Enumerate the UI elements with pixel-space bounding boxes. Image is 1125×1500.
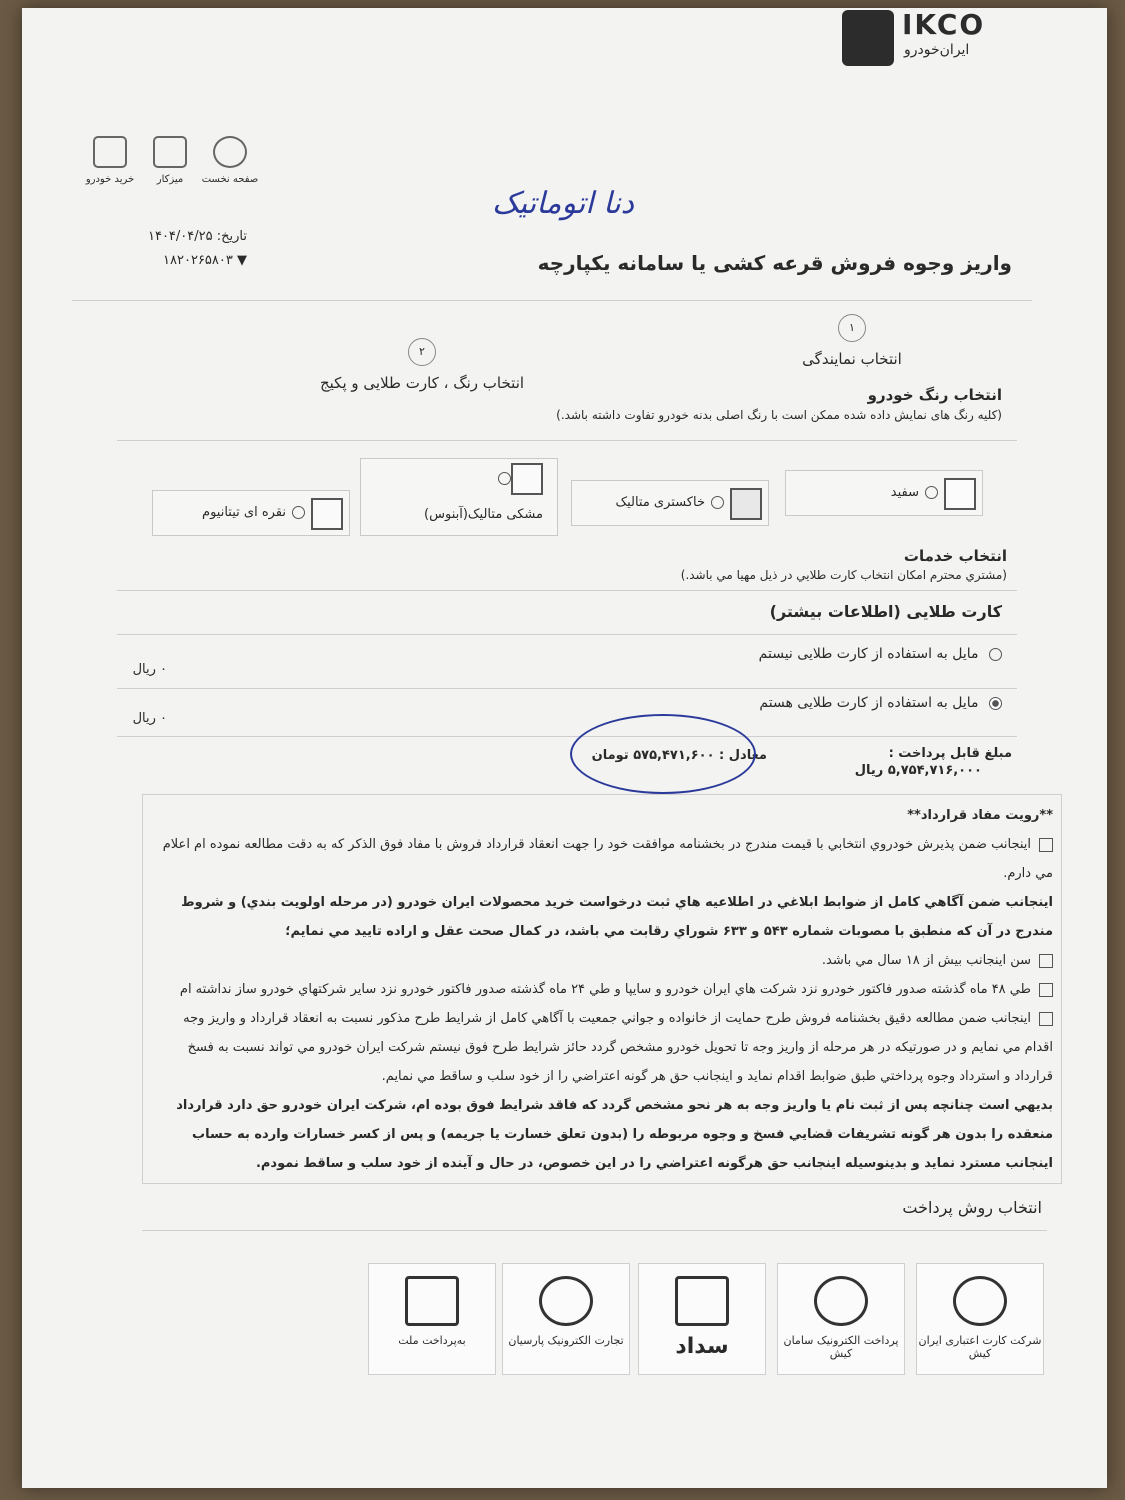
golden-yes-radio[interactable] <box>989 697 1002 710</box>
white-radio[interactable] <box>925 486 938 499</box>
gray-label: خاکستری متالیک <box>615 495 705 510</box>
services-title: انتخاب خدمات <box>903 547 1007 565</box>
contract-check-1[interactable] <box>1039 838 1053 852</box>
page-title: واریز وجوه فروش قرعه کشی یا سامانه یکپارچه <box>537 251 1012 275</box>
payment-divider <box>117 736 1017 737</box>
payment-methods-title: انتخاب روش پرداخت <box>902 1198 1042 1217</box>
step-1-label: انتخاب نمایندگی <box>802 350 902 368</box>
contract-item-2: اینجانب ضمن آگاهي كامل از ضوابط ابلاغي در اطلاعيه هاي ثبت درخواست خريد محصولات ايران خودرو (در مرحله اولويت بندي) و شروط مندرج در آن كه منطبق با مصوبات شماره ۵۴۳ و ۶۳۳ شوراي رقابت مي باشد، در كمال صحت عقل و اراده تاييد مي نمايم؛ <box>181 895 1053 939</box>
gray-swatch <box>730 488 762 520</box>
date-label: تاریخ: ۱۴۰۴/۰۴/۲۵ <box>147 229 247 244</box>
pay-option-mellat[interactable] <box>368 1263 496 1375</box>
contract-item-1: اینجانب ضمن پذیرش خودروي انتخابي با قيمت مندرج در بخشنامه موافقت خود را جهت انعقاد قرارداد فروش با مفاد فوق الذكر كه به دقت مطالعه نموده ام اعلام مي دارم. <box>162 837 1053 881</box>
services-divider <box>117 590 1017 591</box>
step-1[interactable] <box>772 314 932 368</box>
black-swatch <box>511 463 543 495</box>
services-section <box>502 546 1007 565</box>
step-2[interactable] <box>292 338 552 392</box>
horse-logo-icon <box>842 10 894 66</box>
color-option-gray-metallic[interactable] <box>571 480 769 526</box>
order-meta <box>77 225 247 273</box>
logo-text: IKCO <box>902 8 986 41</box>
step-2-number: ۲ <box>408 338 436 366</box>
saman-kish-label: پرداخت الکترونیک سامان کیش <box>783 1334 899 1360</box>
payment-amount-label: مبلغ قابل پرداخت : <box>888 746 1012 761</box>
silver-swatch <box>311 498 343 530</box>
golden-yes-price: ۰ ریال <box>132 711 167 726</box>
nav-buy-car-label: خرید خودرو <box>85 174 135 185</box>
pen-circle-mark <box>570 714 756 794</box>
mellat-label: به‌پرداخت ملت <box>398 1334 466 1347</box>
color-divider <box>117 440 1017 441</box>
nav-buy-car[interactable] <box>80 136 140 185</box>
cart-icon <box>93 136 127 168</box>
color-section-header <box>352 385 1002 404</box>
iran-kish-label: شرکت کارت اعتباری ایران کیش <box>918 1334 1042 1360</box>
pay-option-saman-kish[interactable] <box>777 1263 905 1375</box>
contract-item-5: اینجانب ضمن مطالعه دقیق بخشنامه فروش طرح حمايت از خانواده و جواني جمعيت با آگاهي كامل از شرايط طرح مذكور نسبت به انعقاد قرارداد و واريز وجه اقدام مي نمايم و در صورتيكه در هر مرحله از واريز وجه تا تحويل خودرو مشخص گردد حائز شرايط طرح فوق نيستم شركت ايران خودرو مي تواند نسبت به فسخ قرارداد و استرداد وجوه پرداختي طبق ضوابط اقدام نمايد و اينجانب حق هر گونه اعتراضي را از خود سلب و ساقط مي نمايم. <box>183 1011 1053 1084</box>
printed-page <box>22 8 1107 1488</box>
contract-terms <box>142 794 1062 1184</box>
golden-no-price: ۰ ریال <box>132 662 167 677</box>
step-1-number: ۱ <box>838 314 866 342</box>
color-section-title: انتخاب رنگ خودرو <box>867 386 1002 404</box>
payment-amount-toman: معادل : ۵۷۵,۴۷۱,۶۰۰ تومان <box>591 748 767 763</box>
pay-option-iran-kish[interactable] <box>916 1263 1044 1375</box>
contract-item-3: سن اینجانب بیش از ۱۸ سال مي باشد. <box>151 946 1053 975</box>
nav-home-label: صفحه نخست <box>201 174 259 185</box>
payment-methods-divider <box>142 1230 1047 1231</box>
golden-no-label: مایل به استفاده از کارت طلایی نیستم <box>758 646 979 662</box>
parsian-logo-icon <box>539 1276 593 1326</box>
services-note: (مشتري محترم امكان انتخاب كارت طلايي در ذيل مهيا مي باشد.) <box>680 568 1007 582</box>
color-option-white[interactable] <box>785 470 983 516</box>
title-divider <box>72 300 1032 301</box>
sadad-label: سداد <box>675 1334 729 1359</box>
logo-subtitle: ایران‌خودرو <box>904 42 970 58</box>
contract-item-4: طي ۴۸ ماه گذشته صدور فاكتور خودرو نزد شركت هاي ايران خودرو و سايپا و طي ۲۴ ماه گذشته صدور فاكتور خودرو نزد ساير شركتهاي خودرو ساز نداشته ام <box>151 975 1053 1004</box>
payment-amount-rial: ۵,۷۵۴,۷۱۶,۰۰۰ ریال <box>854 763 982 778</box>
color-option-black-metallic[interactable] <box>360 458 558 536</box>
silver-radio[interactable] <box>292 506 305 519</box>
black-radio-marker <box>498 472 511 485</box>
desk-icon <box>153 136 187 168</box>
golden-row-divider <box>117 688 1017 689</box>
contract-item-6: بديهي است چنانچه پس از ثبت نام يا واريز وجه به هر نحو مشخص گردد كه فاقد شرايط فوق بوده ام، شركت ايران خودرو حق دارد قرارداد منعقده را بدون هر گونه تشريفات قضايي فسخ و وجوه مربوطه را (بدون تعلق خسارت يا جريمه) و پس از كسر خسارات وارده به حساب اينجانب مسترد نمايد و بدينوسيله اينجانب حق هرگونه اعتراضي را در اين خصوص، در حال و آينده از خود سلب و ساقط نمودم. <box>176 1098 1053 1171</box>
pay-option-parsian[interactable] <box>502 1263 630 1375</box>
black-label: مشکی متالیک(آبنوس) <box>424 507 543 522</box>
golden-option-no[interactable] <box>122 646 1002 662</box>
mellat-logo-icon <box>405 1276 459 1326</box>
step-2-label: انتخاب رنگ ، کارت طلایی و پکیج <box>319 374 525 392</box>
top-nav <box>70 136 270 186</box>
contract-check-3[interactable] <box>1039 954 1053 968</box>
nav-desk-label: میزکار <box>156 174 184 185</box>
nav-home[interactable] <box>200 136 260 185</box>
white-swatch <box>944 478 976 510</box>
home-icon <box>213 136 247 168</box>
color-option-titanium-silver[interactable] <box>152 490 350 536</box>
iran-kish-logo-icon <box>953 1276 1007 1326</box>
gray-radio[interactable] <box>711 496 724 509</box>
golden-card-title[interactable]: کارت طلایی (اطلاعات بیشتر) <box>769 602 1002 621</box>
golden-yes-label: مایل به استفاده از کارت طلایی هستم <box>759 695 979 711</box>
contract-check-5[interactable] <box>1039 1012 1053 1026</box>
contract-check-4[interactable] <box>1039 983 1053 997</box>
contract-title: **رویت مفاد قرارداد** <box>907 808 1053 823</box>
saman-kish-logo-icon <box>814 1276 868 1326</box>
handwritten-note: دنا اتوماتیک <box>492 186 635 221</box>
golden-option-yes[interactable] <box>122 695 1002 711</box>
silver-label: نقره ای تیتانیوم <box>202 505 286 520</box>
golden-no-radio[interactable] <box>989 648 1002 661</box>
color-section-note: (کلیه رنگ های نمایش داده شده ممکن است با رنگ اصلی بدنه خودرو تفاوت داشته باشد.) <box>556 408 1002 422</box>
golden-divider <box>117 634 1017 635</box>
parsian-label: تجارت الکترونیک پارسیان <box>508 1334 624 1347</box>
ikco-logo <box>842 8 1032 70</box>
sadad-logo-icon <box>675 1276 729 1326</box>
white-label: سفید <box>890 485 919 500</box>
nav-desk[interactable] <box>140 136 200 185</box>
tracking-number: ▼ ۱۸۲۰۲۶۵۸۰۳ <box>163 253 247 268</box>
pay-option-sadad[interactable] <box>638 1263 766 1375</box>
